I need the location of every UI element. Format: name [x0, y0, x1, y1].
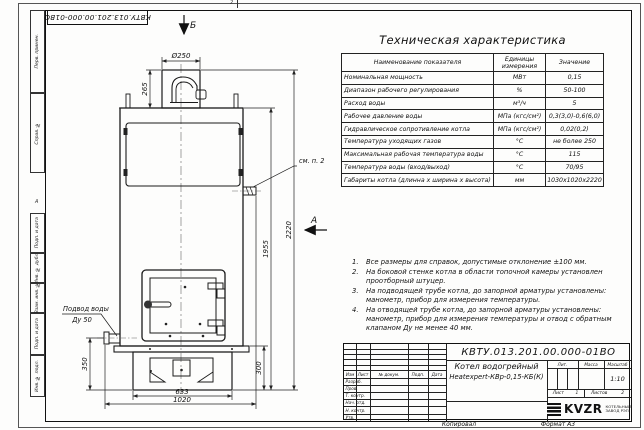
company-logo — [547, 397, 631, 421]
burner-box — [173, 360, 190, 376]
spec-row — [342, 161, 604, 174]
title-block — [343, 343, 630, 420]
spec-cell: Номинальная мощность — [342, 72, 494, 85]
dim-633: 633 — [175, 388, 189, 396]
door-bolts — [165, 286, 205, 338]
format-label: Формат А3 — [540, 421, 576, 428]
boiler-base — [114, 346, 249, 390]
tb-sheets-label: Листов — [590, 390, 608, 396]
zone-mark-left: А — [35, 199, 39, 205]
handle-pivot — [144, 301, 152, 309]
kvzr-logo-text: KVZR — [563, 402, 603, 416]
margin-label: Подп. и дата — [35, 217, 40, 249]
note-item — [352, 258, 620, 267]
spec-cell: Диапазон рабочего регулирования — [342, 84, 494, 97]
notes-list — [352, 258, 620, 334]
dim-300: 300 — [255, 361, 263, 375]
note-number: 2. — [352, 267, 359, 276]
spec-cell: 70/95 — [546, 161, 604, 174]
spec-header-units: Единицы измерения — [494, 54, 546, 72]
tb-sheet-label: Лист — [552, 390, 564, 396]
kvzr-logo-icon — [547, 403, 561, 416]
kvzr-caption-line2: ЗАВОД РЭП — [605, 408, 629, 413]
chimney — [162, 70, 206, 108]
note-item — [352, 306, 620, 334]
margin-label: Инв. № дубл. — [35, 252, 40, 284]
spec-header-value: Значение — [546, 54, 604, 72]
dim-1020: 1020 — [173, 396, 191, 404]
view-b-label: Б — [190, 21, 197, 31]
spec-cell: Температура уходящих газов — [342, 135, 494, 148]
tb-sheet-cell — [547, 389, 584, 397]
tb-col-izm: Изм — [345, 371, 355, 377]
tb-scale-label: Масштаб — [607, 361, 628, 367]
furnace-door — [142, 270, 225, 341]
zone-mark-top: 2 — [230, 0, 234, 6]
spec-cell: °С — [494, 148, 546, 161]
tb-sheet-value: 1 — [575, 390, 579, 396]
upper-panel — [126, 123, 240, 186]
spec-cell: Температура воды (вход/выход) — [342, 161, 494, 174]
top-stamp-text: КВТУ.013.201.00.000-01ВО — [44, 13, 151, 22]
spec-cell: °С — [494, 161, 546, 174]
view-a-label: А — [311, 216, 318, 226]
margin-label: Подп. и дата — [35, 318, 40, 350]
spec-cell: не более 250 — [546, 135, 604, 148]
note-text: На подводящей трубе котла, до запорной арматуры установлены: манометр, прибор для измерения температуры. — [366, 286, 607, 304]
panel-clips — [124, 128, 243, 176]
margin-label: Справ. № — [35, 121, 40, 145]
tb-row-prov: Пров. — [345, 386, 358, 391]
tb-row-razrab: Разраб. — [345, 379, 362, 384]
note-leader — [253, 166, 297, 187]
margin-label: Перв. примен. — [35, 34, 40, 69]
tb-row-utv: Утв. — [345, 415, 355, 420]
tb-sheets-cell — [584, 389, 631, 397]
spec-cell: 1030х1020х2220 — [546, 174, 604, 187]
tb-row-nachotd: Нач. отд. — [345, 400, 366, 405]
note-item — [352, 268, 620, 286]
tb-mass-label: Масса — [584, 361, 598, 367]
note-number: 1. — [352, 258, 359, 266]
spec-cell: МПа (кгс/см²) — [494, 110, 546, 123]
spec-row — [342, 110, 604, 123]
note-number: 3. — [352, 286, 359, 295]
spec-header-name: Наименование показателя — [342, 54, 494, 72]
top-stud-right — [234, 94, 238, 108]
spec-table-body — [342, 72, 604, 187]
note-item — [352, 287, 620, 305]
doc-number: КВТУ.013.201.00.000-01ВО — [461, 346, 616, 358]
note-number: 4. — [352, 305, 359, 314]
spec-cell: МПа (кгс/см²) — [494, 123, 546, 136]
spec-cell: 50-100 — [546, 84, 604, 97]
copied-label: Копировал — [441, 421, 477, 428]
tb-col-data: Дата — [431, 371, 443, 377]
spec-cell: 0,3(3,0)-0,6(6,0) — [546, 110, 604, 123]
spec-cell: Рабочее давление воды — [342, 110, 494, 123]
spec-cell: Габариты котла (длинна х ширина х высота) — [342, 174, 494, 187]
spec-row — [342, 135, 604, 148]
spec-row — [342, 97, 604, 110]
spec-cell: 0,15 — [546, 72, 604, 85]
inlet-label-2: Ду 50 — [72, 316, 92, 324]
note-text: Все размеры для справок, допустимые отклонение ±100 мм. — [366, 258, 587, 266]
dim-2220: 2220 — [285, 221, 293, 239]
spec-row — [342, 148, 604, 161]
note-ref-label: см. п. 2 — [299, 157, 325, 165]
note-text: На отводящей трубе котла, до запорной арматуры установлены: манометр, прибор для измерения температуры и отвод с обратным клапаном Ду не менее 40 мм. — [366, 305, 612, 332]
kvzr-logo-caption — [605, 405, 631, 414]
spec-cell: °С — [494, 135, 546, 148]
spec-row — [342, 123, 604, 136]
spec-cell: Расход воды — [342, 97, 494, 110]
tb-col-podp: Подп. — [411, 371, 425, 377]
tb-col-list: Лист — [357, 371, 369, 377]
spec-cell: Гидравлическое сопротивление котла — [342, 123, 494, 136]
spec-cell: % — [494, 84, 546, 97]
tb-scale-value: 1:10 — [610, 374, 625, 383]
dim-1955: 1955 — [262, 240, 270, 258]
note-text: На боковой стенке котла в области топочной камеры установлен проотборный штуцер. — [366, 267, 603, 285]
spec-cell: Максимальная рабочая температура воды — [342, 148, 494, 161]
spec-header-row — [342, 54, 604, 72]
spec-table — [341, 53, 604, 187]
spec-cell: мм — [494, 174, 546, 187]
spec-cell: 115 — [546, 148, 604, 161]
tb-lit-label: Лит. — [557, 361, 568, 367]
margin-label: Инв. № подл. — [35, 360, 40, 392]
base-plate — [114, 346, 249, 352]
margin-label: Взам. инв. № — [35, 282, 40, 314]
spec-table-title: Техническая характеристика — [379, 33, 566, 47]
spec-cell: 5 — [546, 97, 604, 110]
spec-row — [342, 174, 604, 187]
product-name-line1: Котел водогрейный — [454, 362, 539, 371]
dim-d250: Ø250 — [171, 52, 191, 60]
spec-cell: 0,02(0,2) — [546, 123, 604, 136]
spec-cell: МВт — [494, 72, 546, 85]
tb-row-tkontr: Т. контр. — [345, 393, 365, 398]
spec-cell: м³/ч — [494, 97, 546, 110]
spec-row — [342, 72, 604, 85]
product-name-line2: Heatexpert-КВр-0,15-КБ(К) — [449, 373, 544, 381]
tb-row-nkontr: Н. контр. — [345, 407, 366, 413]
dim-265: 265 — [141, 82, 149, 96]
dim-350: 350 — [81, 357, 89, 371]
dimension-lines — [86, 57, 298, 409]
tb-col-dokum: № докум. — [378, 371, 400, 377]
kvzr-caption-line1: КОТЕЛЬНЫЙ — [605, 403, 631, 409]
tb-sheets-value: 2 — [621, 390, 625, 396]
top-stud-left — [126, 94, 130, 108]
spec-row — [342, 84, 604, 97]
inlet-label-1: Подвод воды — [63, 305, 109, 313]
